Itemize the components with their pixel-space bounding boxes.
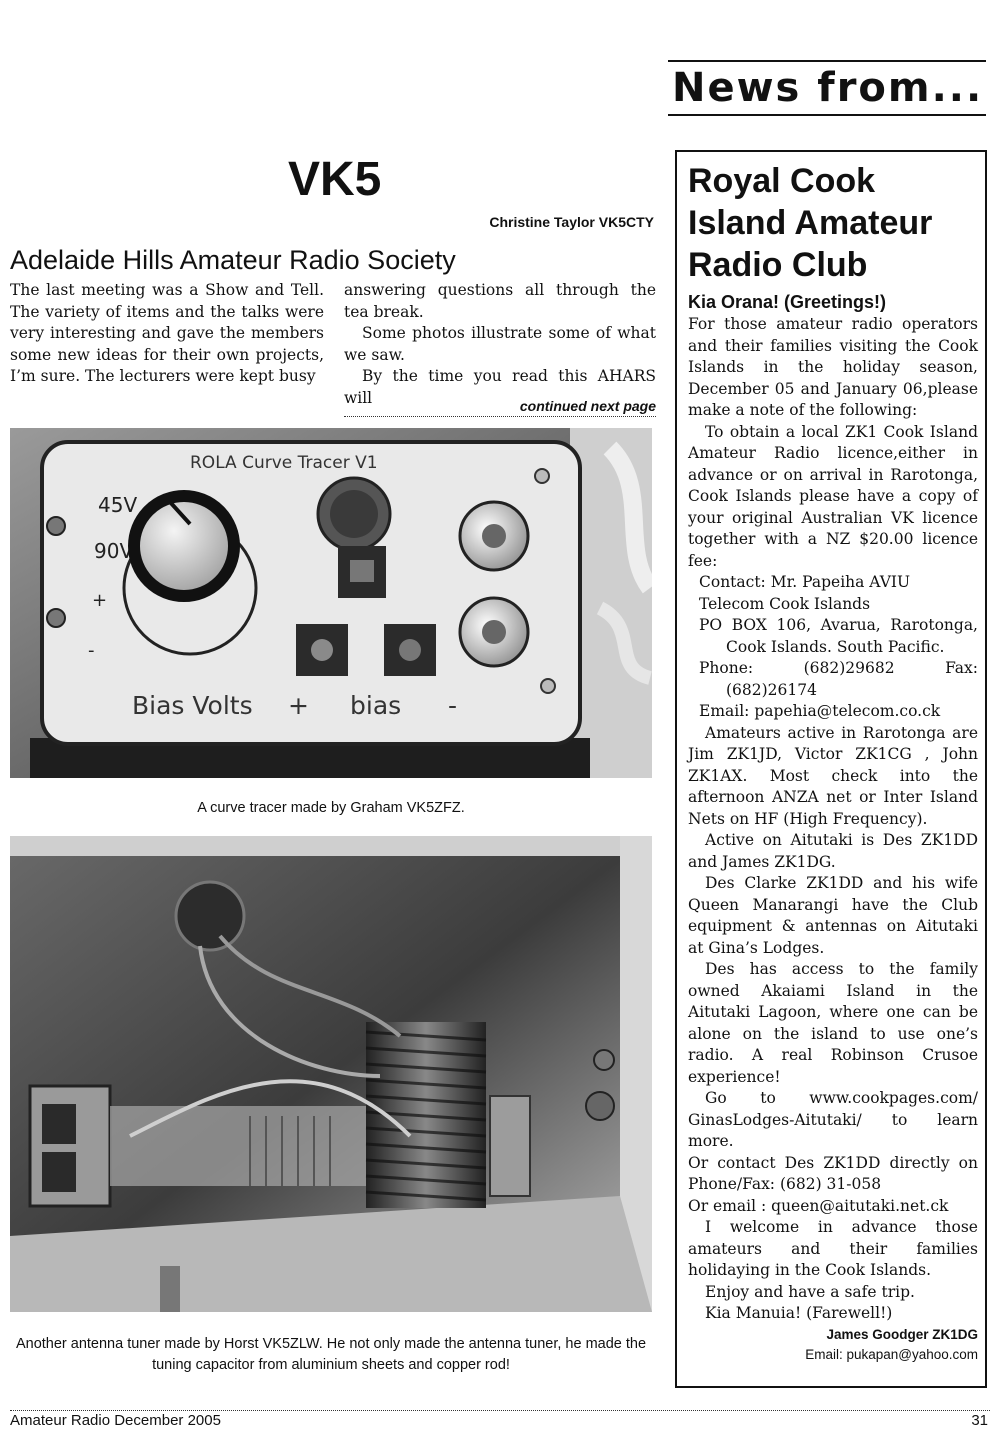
club-title: Royal Cook Island Amateur Radio Club <box>688 162 933 284</box>
club-paragraph: Des Clarke ZK1DD and his wife Queen Manarangi have the Club equipment & antennas on Aitutaki at Gina’s Lodges. <box>688 874 978 957</box>
bias-label: bias <box>350 691 402 720</box>
club-paragraph: Enjoy and have a safe trip. <box>705 1282 915 1301</box>
signature: James Goodger ZK1DG <box>826 1326 978 1342</box>
section-title: VK5 <box>288 153 382 206</box>
article-paragraph: Some photos illustrate some of what we saw. <box>344 324 656 364</box>
club-paragraph: Active on Aitutaki is Des ZK1DD and James ZK1DG. <box>688 831 978 871</box>
club-paragraph: Des has access to the family owned Akaiami Island in the Aitutaki Lagoon, where one can be alone on the island to use one’s radio. A real Robinson Crusoe experience! <box>688 960 978 1086</box>
footer-publication: Amateur Radio December 2005 <box>10 1412 221 1429</box>
curve-tracer-illustration <box>10 428 652 778</box>
curve-tracer-photo <box>10 428 652 778</box>
panel-label: ROLA Curve Tracer V1 <box>190 453 378 473</box>
telecom-line: Telecom Cook Islands <box>699 594 871 613</box>
article-paragraph: answering questions all through the tea break. <box>344 281 656 321</box>
article-title: Adelaide Hills Amateur Radio Society <box>10 245 456 275</box>
author-byline: Christine Taylor VK5CTY <box>489 214 654 230</box>
footer-rule <box>10 1410 990 1411</box>
club-paragraph: Go to www.cookpages.com/ GinasLodges-Aitutaki/ to learn more. <box>688 1089 978 1150</box>
club-paragraph: Kia Manuia! (Farewell!) <box>705 1304 893 1322</box>
contact-line: Contact: Mr. Papeiha AVIU <box>699 573 911 591</box>
page-number: 31 <box>971 1412 988 1429</box>
club-paragraph: For those amateur radio operators and their families visiting the Cook Islands in the holiday season, December 05 and January 06,please make a note of the following: <box>688 315 978 419</box>
club-paragraph: Or email : queen@aitutaki.net.ck <box>688 1196 949 1215</box>
antenna-tuner-illustration <box>10 836 652 1312</box>
phone-line: Phone: (682)29682 Fax: (682)26174 <box>699 659 978 699</box>
minus-terminal-label: - <box>88 640 95 661</box>
club-article-body <box>688 314 978 1365</box>
masthead-title: News from... <box>672 65 984 111</box>
club-paragraph: To obtain a local ZK1 Cook Island Amateur Radio licence,either in advance or on arrival in Rarotonga, Cook Islands please have a copy of your original Australian VK licence together with a NZ $20.00 licence fee: <box>688 422 978 570</box>
club-paragraph: Or contact Des ZK1DD directly on Phone/Fax: (682) 31-058 <box>688 1153 978 1193</box>
email-line: Email: papehia@telecom.co.ck <box>699 702 941 720</box>
masthead <box>668 60 986 116</box>
article-column-left <box>10 280 324 388</box>
knob-label-45v: 45V <box>98 493 138 517</box>
plus-terminal-label: + <box>92 590 108 611</box>
continued-note: continued next page <box>344 398 656 417</box>
antenna-tuner-photo <box>10 836 652 1312</box>
club-paragraph: Amateurs active in Rarotonga are Jim ZK1JD, Victor ZK1CG , John ZK1AX. Most check into the afternoon ANZA net or Inter Island Nets on HF (High Frequency). <box>688 723 978 828</box>
photo-caption: Another antenna tuner made by Horst VK5ZLW. He not only made the antenna tuner, he made the tuning capacitor from aluminium sheets and copper rod! <box>15 1336 647 1373</box>
bias-volts-label: Bias Volts <box>132 691 253 720</box>
article-paragraph: The last meeting was a Show and Tell. The variety of items and the talks were very interesting and gave the members some new ideas for their own projects, I’m sure. The lecturers were kept busy <box>10 281 324 385</box>
article-column-right <box>344 280 656 409</box>
club-subtitle: Kia Orana! (Greetings!) <box>688 292 887 312</box>
signature-email: Email: pukapan@yahoo.com <box>805 1346 978 1362</box>
photo-caption: A curve tracer made by Graham VK5ZFZ. <box>197 800 465 816</box>
bias-minus-label: - <box>448 691 458 720</box>
knob-label-90v: 90V <box>94 539 134 563</box>
club-paragraph: I welcome in advance those amateurs and their families holidaying in the Cook Islands. <box>688 1218 978 1279</box>
po-box-line: PO BOX 106, Avarua, Rarotonga, Cook Islands. South Pacific. <box>699 616 978 656</box>
article-paragraph: By the time you read this AHARS will <box>344 367 656 407</box>
bias-plus-label: + <box>288 691 309 720</box>
